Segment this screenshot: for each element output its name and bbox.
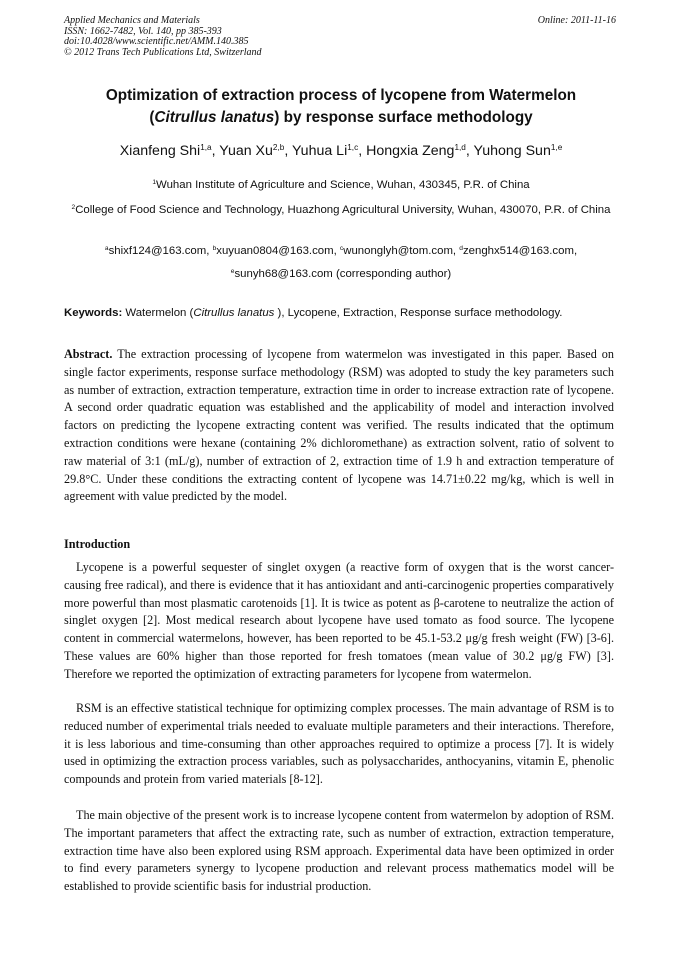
- abstract-label: Abstract.: [64, 347, 113, 361]
- author-name: Hongxia Zeng: [366, 143, 455, 159]
- journal-name: Applied Mechanics and Materials: [64, 15, 200, 26]
- email-address[interactable]: zenghx514@163.com,: [462, 245, 578, 257]
- author-sep: ,: [211, 143, 220, 159]
- author-list: [64, 141, 618, 161]
- abstract: [64, 346, 614, 506]
- author-name: Yuhua Li: [292, 143, 348, 159]
- author-sep: ,: [284, 143, 292, 159]
- email-item: [340, 245, 459, 257]
- author-name: Yuhong Sun: [473, 143, 551, 159]
- affiliation-1-sup: 1: [152, 178, 157, 186]
- title-line-2-rest: ) by response surface methodology: [274, 109, 533, 126]
- introduction-paragraph-1: Lycopene is a powerful sequester of singlet oxygen (a reactive form of oxygen that is the worst cancer-causing free radical), and there is evidence that it has antioxidant and anti-carcinogenic properties comparatively more powerful than most plasmatic carotenoids [1]. It is twice as potent as β-carotene to neutralize the action of singlet oxygen [2]. Most medical research about lycopene have used tomato as food source. The lycopene content in commercial watermelons, however, has been reported to be 45.1-53.2 μg/g fresh weight (FW) [3-6]. These values are 60% higher than those reported for fresh tomatoes (mean value of 30.2 μg/g FW) [3]. Therefore we reported the optimization of extracting parameters for lycopene from watermelon.: [64, 560, 614, 681]
- issn-line: ISSN: 1662-7482, Vol. 140, pp 385-393: [64, 25, 222, 37]
- email-list: [64, 242, 618, 261]
- paper-title: [64, 85, 618, 129]
- copyright-line: © 2012 Trans Tech Publications Ltd, Switzerland: [64, 46, 262, 58]
- author-sup: 2,b: [272, 142, 285, 152]
- author-sep: ,: [358, 143, 367, 159]
- email-sup: a: [104, 244, 109, 252]
- author: [219, 143, 292, 159]
- keywords: [64, 304, 624, 322]
- doi-line: doi:10.4028/www.scientific.net/AMM.140.385: [64, 36, 249, 48]
- title-species: Citrullus lanatus: [154, 109, 275, 126]
- introduction-heading: Introduction: [64, 537, 131, 551]
- introduction-paragraph-3: The main objective of the present work is to increase lycopene content from watermelon by adoption of RSM. The important parameters that affect the extracting rate, such as number of extraction, extraction temperature, extraction time have also been explored using RSM approach. Experimental data have been optimized in order to find every parameters synergy to lycopene production and relevant process mathematics model will be established to provide scientific basis for industrial production.: [64, 808, 614, 894]
- online-date: Online: 2011-11-16: [537, 15, 616, 26]
- author-sup: 1,e: [550, 142, 563, 152]
- author-sup: 1,a: [200, 142, 212, 152]
- introduction-paragraph-2: RSM is an effective statistical technique for optimizing complex processes. The main advantage of RSM is to reduced number of experimental trials needed to evaluate multiple parameters and their interactions. Therefore, it is less laborious and time-consuming than other approaches required to optimize a process [7]. It is widely used in optimizing the extraction process variables, such as polysaccharides, anthocyanins, vitamin E, phenolic compounds and protein from varied materials [8-12].: [64, 701, 614, 787]
- author: [366, 143, 473, 159]
- abstract-text: The extraction processing of lycopene from watermelon was investigated in this paper. Based on single factor experiments, response surface methodology (RSM) was adopted to study the key parameters such as number of extraction, extraction temperature, extraction time in order to increase extraction rate of lycopene. A second order quadratic equation was established and the applicability of model and interaction involved factors on predicting the lycopene extracting content was verified. The results indicated that the optimum extraction conditions were hexane (containing 2% dichloromethane) as extraction solvent, ratio of solvent to raw material of 3:1 (mL/g), number of extraction of 2, extraction time of 1.9 h and extraction temperature of 29.8°C. Under these conditions the extracting content of lycopene was 14.71±0.22 mg/kg, which is well in agreement with value predicted by the model.: [64, 347, 614, 504]
- email-address[interactable]: xuyuan0804@163.com,: [216, 245, 340, 257]
- affiliation-2-sup: 2: [71, 203, 76, 211]
- affiliation-2-text: College of Food Science and Technology, Huazhong Agricultural University, Wuhan, 430070, P.R. of China: [75, 204, 611, 216]
- keywords-pre: Watermelon (: [122, 307, 194, 319]
- journal-header: [64, 16, 616, 58]
- affiliation-1: [64, 176, 618, 195]
- affiliation-1-text: Wuhan Institute of Agriculture and Science, Wuhan, 430345, P.R. of China: [156, 179, 530, 191]
- author-sep: ,: [465, 143, 474, 159]
- title-line-1: Optimization of extraction process of lycopene from Watermelon: [105, 87, 577, 104]
- author-name: Yuan Xu: [219, 143, 273, 159]
- email-sup: d: [459, 244, 463, 252]
- corresponding-email-text[interactable]: sunyh68@163.com (corresponding author): [234, 268, 452, 280]
- email-sup: c: [339, 244, 344, 252]
- email-item: [213, 245, 340, 257]
- corresponding-email: [64, 265, 618, 284]
- author: [120, 143, 220, 159]
- author-name: Xianfeng Shi: [119, 143, 201, 159]
- keywords-label: Keywords:: [64, 307, 123, 319]
- email-item: [105, 245, 213, 257]
- author: [474, 143, 563, 159]
- keywords-species: Citrullus lanatus: [193, 307, 275, 319]
- email-address[interactable]: wunonglyh@tom.com,: [343, 245, 460, 257]
- corresponding-email-sup: e: [230, 267, 235, 275]
- email-sup: b: [212, 244, 217, 252]
- title-open-paren: (: [149, 109, 155, 126]
- email-address[interactable]: shixf124@163.com,: [108, 245, 213, 257]
- affiliation-2: [64, 201, 618, 220]
- email-item: [459, 245, 577, 257]
- title-line-2: [64, 107, 618, 129]
- keywords-post: ), Lycopene, Extraction, Response surface methodology.: [274, 307, 563, 319]
- author-sup: 1,d: [454, 142, 466, 152]
- author: [292, 143, 366, 159]
- author-sup: 1,c: [347, 142, 359, 152]
